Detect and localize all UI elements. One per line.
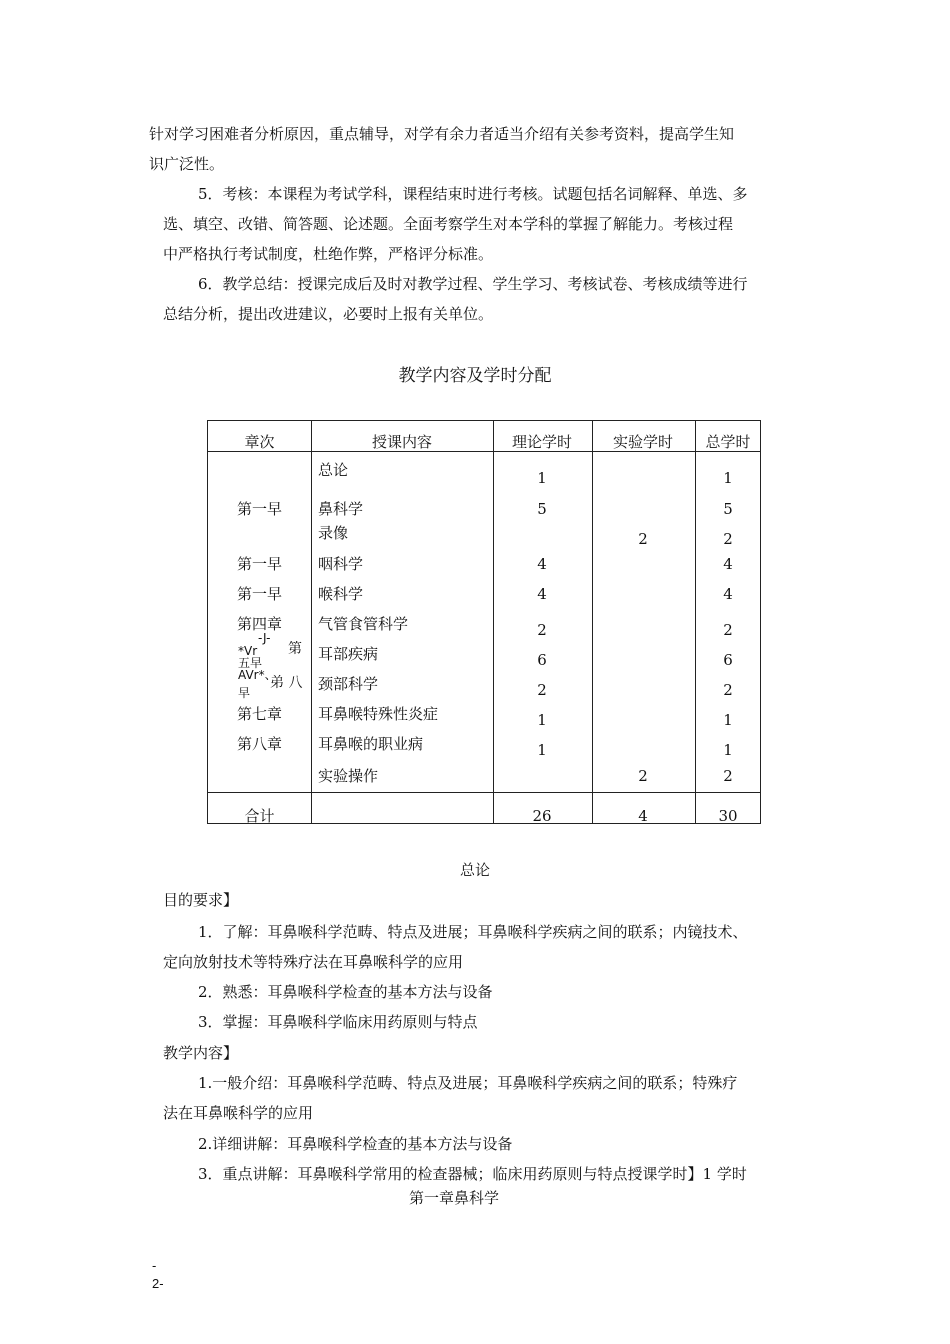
table-cell: 实验操作 <box>318 767 379 785</box>
paragraph-line: 3．掌握：耳鼻喉科学临床用药原则与特点 <box>198 1013 478 1031</box>
table-cell: 5 <box>537 500 547 518</box>
table-cell: 喉科学 <box>318 585 364 603</box>
paragraph-line: 1．了解：耳鼻喉科学范畴、特点及进展；耳鼻喉科学疾病之间的联系；内镜技术、 <box>198 923 748 941</box>
table-sum-cell: 30 <box>718 807 738 825</box>
section-heading: 目的要求】 <box>163 891 239 909</box>
table-cell: 录像 <box>318 524 349 542</box>
garbled-text: *Vr <box>238 644 258 658</box>
table-header: 章次 <box>244 433 275 451</box>
table-cell: 第七章 <box>236 705 282 723</box>
table-cell: 耳鼻喉特殊性炎症 <box>318 705 439 723</box>
table-cell: 2 <box>723 530 733 548</box>
table-title: 教学内容及学时分配 <box>398 366 552 386</box>
paragraph-line: 法在耳鼻喉科学的应用 <box>163 1104 314 1122</box>
table-cell: 4 <box>723 585 733 603</box>
table-cell: 5 <box>723 500 733 518</box>
table-cell: 4 <box>537 555 547 573</box>
paragraph-line: 6．教学总结：授课完成后及时对教学过程、学生学习、考核试卷、考核成绩等进行 <box>198 275 748 293</box>
hours-table <box>207 420 761 824</box>
table-cell: 2 <box>638 767 648 785</box>
paragraph-line: 定向放射技术等特殊疗法在耳鼻喉科学的应用 <box>163 953 464 971</box>
table-cell: 第四章 <box>236 615 282 633</box>
section-title: 总论 <box>459 861 490 879</box>
table-cell: 6 <box>537 651 547 669</box>
paragraph-line: 针对学习困难者分析原因，重点辅导，对学有余力者适当介绍有关参考资料，提高学生知 <box>149 125 735 143</box>
table-header: 理论学时 <box>511 433 572 451</box>
table-cell: 耳鼻喉的职业病 <box>318 735 424 753</box>
paragraph-line: 总结分析，提出改进建议，必要时上报有关单位。 <box>163 305 494 323</box>
table-sum-label: 合计 <box>244 807 275 825</box>
paragraph-line: 2．熟悉：耳鼻喉科学检查的基本方法与设备 <box>198 983 493 1001</box>
garbled-text: 早 <box>238 686 251 700</box>
garbled-text: -J- <box>258 631 271 645</box>
table-sum-cell: 4 <box>638 807 648 825</box>
table-cell: 6 <box>723 651 733 669</box>
paragraph-line: 5．考核：本课程为考试学科，课程结束时进行考核。试题包括名词解释、单选、多 <box>198 185 748 203</box>
garbled-text: AVr*、 <box>238 668 277 682</box>
table-header: 实验学时 <box>612 433 673 451</box>
page-number: 2- <box>152 1276 164 1291</box>
table-cell: 气管食管科学 <box>318 615 409 633</box>
table-cell: 2 <box>638 530 648 548</box>
table-cell: 4 <box>723 555 733 573</box>
paragraph-line: 3．重点讲解：耳鼻喉科学常用的检查器械；临床用药原则与特点授课学时】1 学时 <box>198 1165 747 1183</box>
garbled-text: 五早 <box>238 656 263 670</box>
table-cell: 2 <box>537 621 547 639</box>
table-cell: 第一早 <box>236 555 282 573</box>
garbled-text: 第 <box>288 641 302 657</box>
paragraph-line: 选、填空、改错、简答题、论述题。全面考察学生对本学科的掌握了解能力。考核过程 <box>163 215 734 233</box>
paragraph-line: 中严格执行考试制度，杜绝作弊，严格评分标准。 <box>163 245 494 263</box>
section-heading: 教学内容】 <box>163 1044 239 1062</box>
garbled-text: 弟 八 <box>270 675 303 691</box>
table-cell: 2 <box>723 621 733 639</box>
table-cell: 咽科学 <box>318 555 364 573</box>
table-cell: 第一早 <box>236 585 282 603</box>
table-cell: 1 <box>723 711 733 729</box>
table-cell: 1 <box>537 469 547 487</box>
paragraph-line: 2.详细讲解：耳鼻喉科学检查的基本方法与设备 <box>198 1135 513 1153</box>
table-cell: 2 <box>723 767 733 785</box>
table-cell: 1 <box>537 741 547 759</box>
paragraph-line: 1.一般介绍：耳鼻喉科学范畴、特点及进展；耳鼻喉科学疾病之间的联系；特殊疗 <box>198 1074 738 1092</box>
chapter-title: 第一章鼻科学 <box>409 1189 500 1207</box>
paragraph-line: 识广泛性。 <box>149 155 225 173</box>
table-cell: 1 <box>537 711 547 729</box>
table-cell: 2 <box>723 681 733 699</box>
page-number-dash: - <box>152 1258 157 1273</box>
table-cell: 总论 <box>318 461 349 479</box>
table-cell: 2 <box>537 681 547 699</box>
table-header: 授课内容 <box>371 433 432 451</box>
table-header: 总学时 <box>705 433 751 451</box>
table-cell: 1 <box>723 469 733 487</box>
table-cell: 颈部科学 <box>318 675 379 693</box>
table-cell: 1 <box>723 741 733 759</box>
table-sum-cell: 26 <box>532 807 552 825</box>
table-cell: 耳部疾病 <box>318 645 379 663</box>
table-cell: 鼻科学 <box>318 500 364 518</box>
table-cell: 第一早 <box>236 500 282 518</box>
table-cell: 第八章 <box>236 735 282 753</box>
table-cell: 4 <box>537 585 547 603</box>
